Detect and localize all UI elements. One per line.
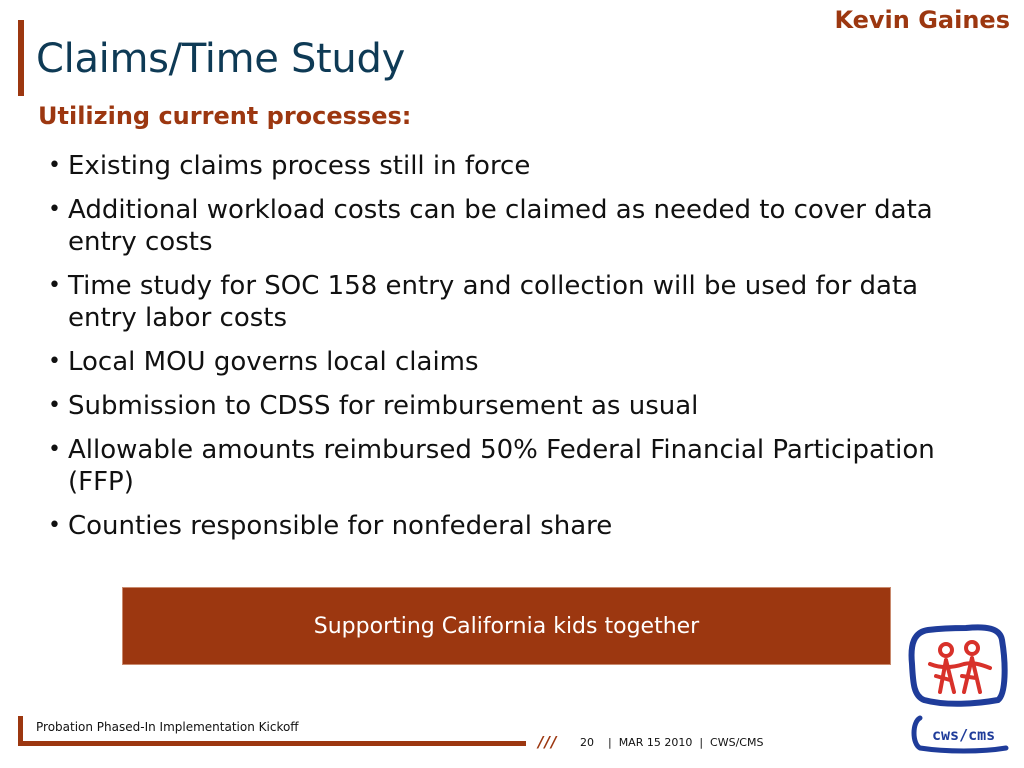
bullet-text: Submission to CDSS for reimbursement as usual [68,391,699,421]
bullet-dot-icon: • [48,197,61,222]
bullet-item [48,194,968,258]
bullet-dot-icon: • [48,513,61,538]
footer-org: CWS/CMS [710,736,764,749]
bullet-dot-icon: • [48,393,61,418]
two-children-figures-icon [912,627,1005,703]
slide-subtitle: Utilizing current processes: [38,102,412,130]
bullet-dot-icon: • [48,273,61,298]
bullet-item [48,270,968,334]
tagline-text: Supporting California kids together [313,613,700,639]
footer-date: MAR 15 2010 [618,736,693,749]
page-number: 20 [580,736,594,749]
tagline-banner [122,587,891,665]
bullet-dot-icon: • [48,153,61,178]
footer-slashes: /// [538,733,558,751]
footer-rule [18,741,526,746]
footer-event-title: Probation Phased-In Implementation Kickoff [36,720,299,734]
bullet-text: Additional workload costs can be claimed as needed to cover data entry costs [68,195,933,257]
bullet-text: Counties responsible for nonfederal share [68,511,613,541]
bullet-item [48,390,968,422]
presenter-name: Kevin Gaines [834,6,1010,34]
bullet-text: Time study for SOC 158 entry and collection will be used for data entry labor costs [68,271,919,333]
bullet-dot-icon: • [48,437,61,462]
logo-text: cws/cms [932,726,996,744]
bullet-text: Local MOU governs local claims [68,347,479,377]
bullet-dot-icon: • [48,349,61,374]
slide-title: Claims/Time Study [36,36,405,82]
bullet-text: Existing claims process still in force [68,151,531,181]
bullet-item [48,510,968,542]
title-accent-bar [18,20,24,96]
bullet-item [48,150,968,182]
bullet-list [48,150,968,554]
footer-meta: 20 | MAR 15 2010 | CWS/CMS [580,736,764,749]
bullet-item [48,434,968,498]
bullet-item [48,346,968,378]
cws-cms-logo [906,624,1010,754]
bullet-text: Allowable amounts reimbursed 50% Federal Financial Participation (FFP) [68,435,935,497]
